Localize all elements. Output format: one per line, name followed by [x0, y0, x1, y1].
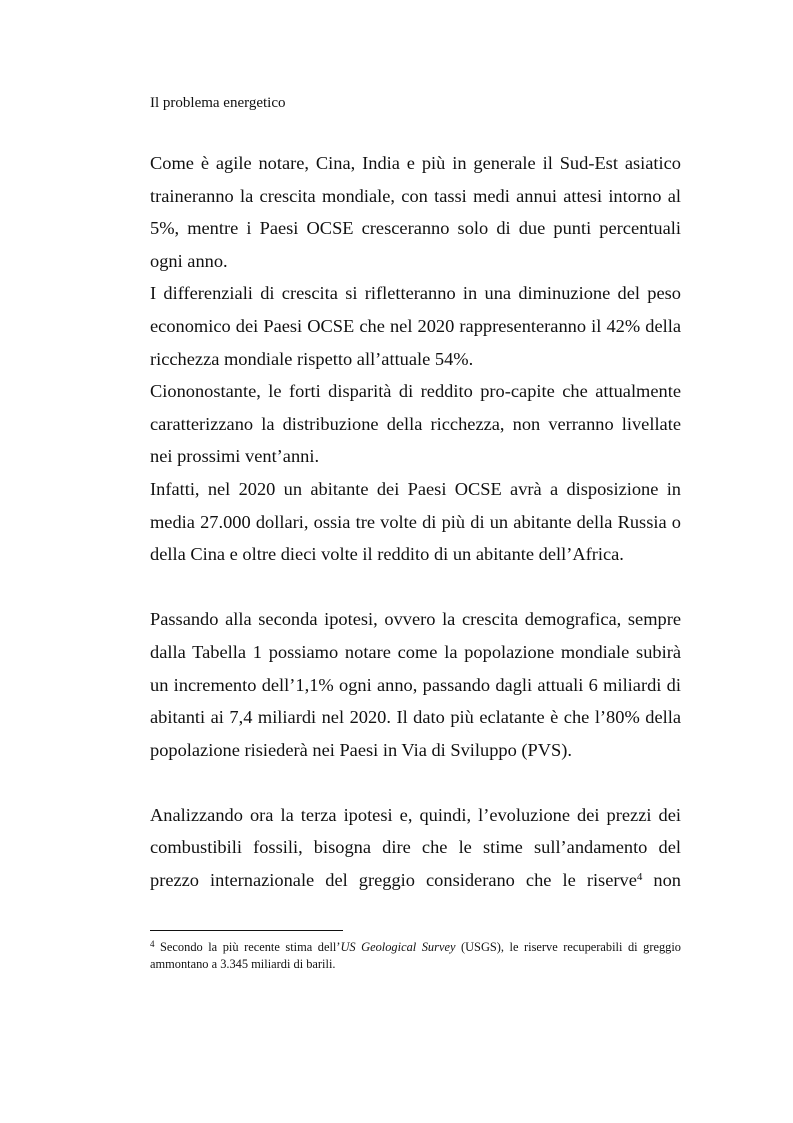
footnote-number: 4 [150, 938, 155, 949]
paragraph: I differenziali di crescita si rifletteranno in una diminuzione del peso economico dei Paesi OCSE che nel 2020 rappresenteranno il 42% della ricchezza mondiale rispetto all’attuale 54%. [150, 283, 681, 369]
paragraph [150, 799, 681, 897]
footnote [150, 939, 681, 973]
paragraph: Ciononostante, le forti disparità di reddito pro-capite che attualmente caratterizzano la distribuzione della ricchezza, non verranno livellate nei prossimi vent’anni. [150, 381, 681, 467]
paragraph-text: Analizzando ora la terza ipotesi e, quindi, l’evoluzione dei prezzi dei combustibili fossili, bisogna dire che le stime sull’andamento del prezzo internazionale del greggio considerano che le riserve [150, 804, 681, 891]
paragraph-tail: non [642, 870, 681, 891]
paragraph: Passando alla seconda ipotesi, ovvero la crescita demografica, sempre dalla Tabella 1 possiamo notare come la popolazione mondiale subirà un incremento dell’1,1% ogni anno, passando dagli attuali 6 miliardi di abitanti ai 7,4 miliardi nel 2020. Il dato più eclatante è che l’80% della popolazione risiederà nei Paesi in Via di Sviluppo (PVS). [150, 609, 681, 760]
footnote-text-end: (USGS), le riserve recuperabili di greggio ammontano a 3.345 miliardi di barili. [150, 940, 681, 971]
footnote-source: US Geological Survey [340, 940, 456, 954]
paragraph: Come è agile notare, Cina, India e più in generale il Sud-Est asiatico traineranno la crescita mondiale, con tassi medi annui attesi intorno al 5%, mentre i Paesi OCSE cresceranno solo di due punti percentuali ogni anno. [150, 153, 681, 271]
footnote-text: Secondo la più recente stima dell’ [154, 940, 341, 954]
footnote-reference[interactable]: 4 [636, 871, 643, 884]
paragraph: Infatti, nel 2020 un abitante dei Paesi OCSE avrà a disposizione in media 27.000 dollari, ossia tre volte di più di un abitante della Russia o della Cina e oltre dieci volte il reddito di un abitante dell’Africa. [150, 478, 681, 565]
footnote-separator [150, 930, 343, 931]
running-header: Il problema energetico [150, 95, 286, 111]
body-text [150, 147, 681, 897]
